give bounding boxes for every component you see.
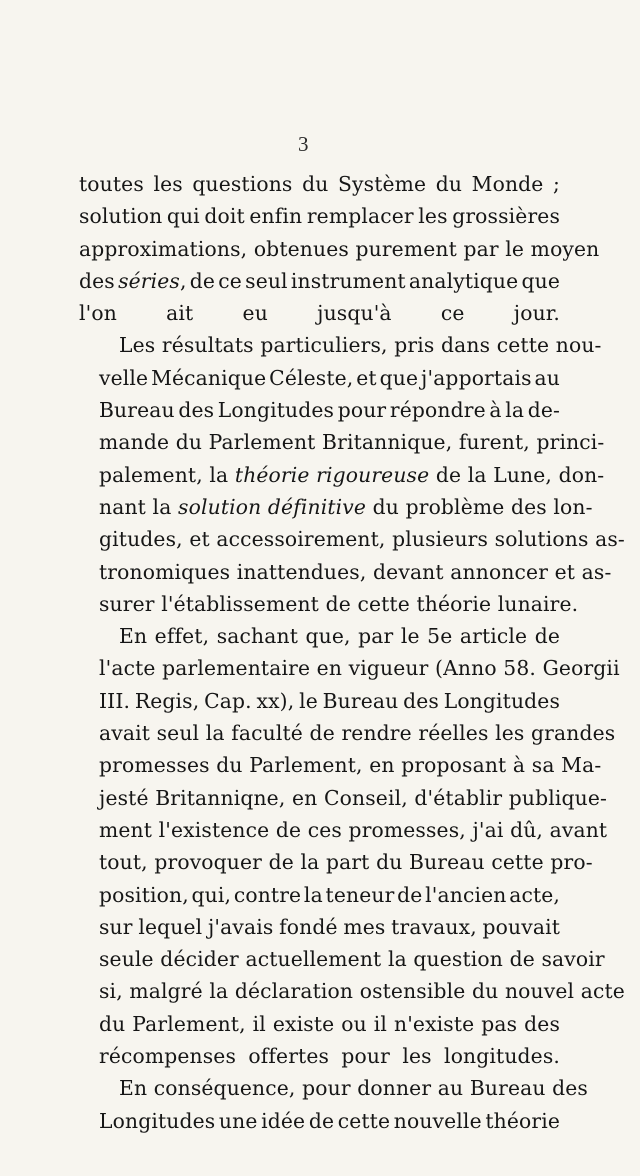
text-line: du Parlement, il existe ou il n'existe pas des — [99, 1011, 561, 1036]
text-line: Longitudes une idée de cette nouvelle théorie — [99, 1108, 560, 1133]
text-line: seule décider actuellement la question de savoir — [99, 947, 605, 972]
text-line: promesses du Parlement, en proposant à sa Ma- — [99, 753, 602, 778]
text-line: Les résultats particuliers, pris dans cette nou- — [119, 333, 602, 358]
text-line: nant la solution définitive du problème des lon- — [99, 494, 593, 519]
text-line: avait seul la faculté de rendre réelles les grandes — [99, 721, 616, 746]
paragraph-4 — [79, 1072, 588, 1137]
paragraph-2 — [79, 329, 625, 620]
text-line: toutes les questions du Système du Monde ; — [79, 172, 560, 196]
text-line: En effet, sachant que, par le 5e article de — [119, 624, 561, 649]
text-line: solution qui doit enfin remplacer les grossières — [79, 204, 560, 229]
text-line: Bureau des Longitudes pour répondre à la de- — [99, 398, 560, 423]
text-line: si, malgré la déclaration ostensible du nouvel acte — [99, 979, 625, 1004]
text-line: l'acte parlementaire en vigueur (Anno 58. Georgii — [99, 656, 620, 681]
text-line: des séries, de ce seul instrument analytique que — [79, 268, 560, 293]
text-line: jesté Britanniqne, en Conseil, d'établir publique- — [99, 785, 608, 810]
text-line: l'on ait eu jusqu'à ce jour. — [79, 301, 560, 326]
text-line: récompenses offertes pour les longitudes. — [99, 1044, 560, 1069]
text-line: tronomiques inattendues, devant annoncer et as- — [99, 559, 612, 584]
text-line: mande du Parlement Britannique, furent, princi- — [99, 430, 605, 455]
paragraph-3 — [79, 620, 625, 1072]
text-line: tout, provoquer de la part du Bureau cette pro- — [99, 850, 593, 875]
text-line: surer l'établissement de cette théorie lunaire. — [99, 591, 579, 616]
paragraph-1 — [79, 168, 600, 329]
page-number: 3 — [298, 132, 309, 156]
text-line: III. Regis, Cap. xx), le Bureau des Longitudes — [99, 688, 561, 713]
text-line: ment l'existence de ces promesses, j'ai dû, avant — [99, 817, 608, 842]
text-line: En conséquence, pour donner au Bureau des — [119, 1076, 588, 1101]
text-line: position, qui, contre la teneur de l'ancien acte, — [99, 882, 560, 907]
body-text — [79, 168, 625, 1137]
text-line: gitudes, et accessoirement, plusieurs solutions as- — [99, 527, 625, 552]
text-line: sur lequel j'avais fondé mes travaux, pouvait — [99, 914, 561, 939]
text-line: palement, la théorie rigoureuse de la Lune, don- — [99, 462, 605, 487]
text-line: approximations, obtenues purement par le moyen — [79, 236, 600, 261]
text-line: velle Mécanique Céleste, et que j'apportais au — [99, 365, 560, 390]
